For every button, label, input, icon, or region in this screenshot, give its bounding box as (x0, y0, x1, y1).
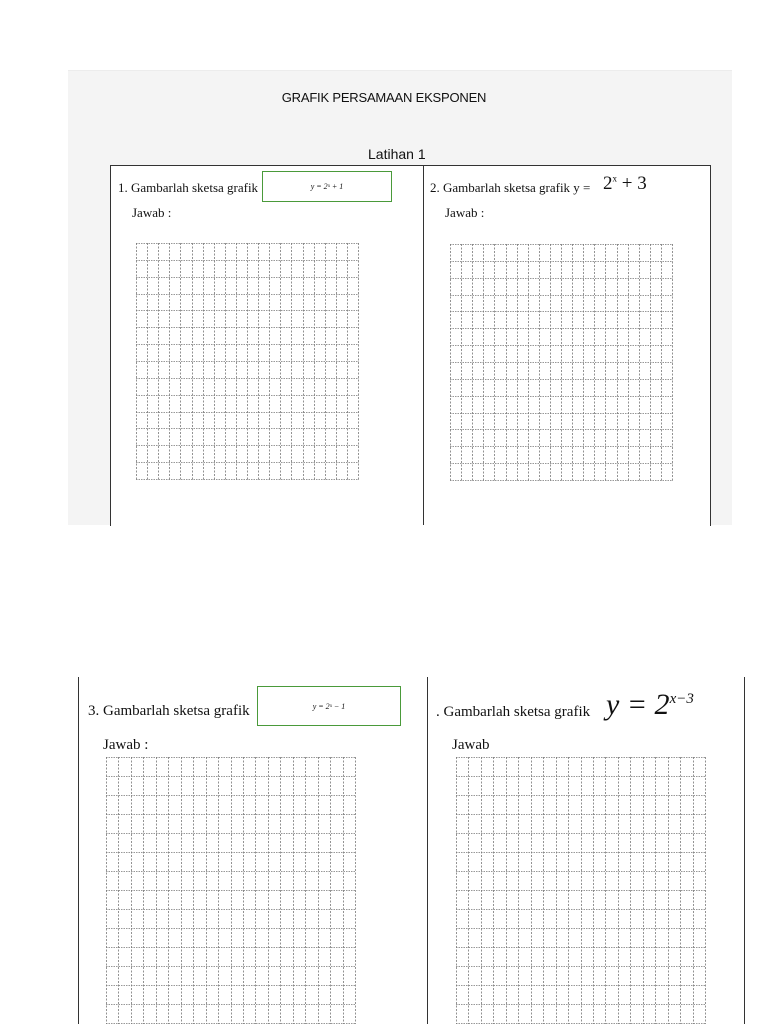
page-title: GRAFIK PERSAMAAN EKSPONEN (281, 90, 487, 105)
question-3-answer-label: Jawab : (103, 737, 149, 753)
question-4-exponent: x−3 (669, 691, 694, 707)
question-1-equation-box (262, 171, 392, 202)
column-divider-top (423, 165, 424, 525)
question-1-answer-grid (136, 243, 359, 480)
question-1-label: 1. Gambarlah sketsa grafik (118, 180, 259, 195)
question-2-answer-grid (450, 244, 673, 481)
question-3-equation: y = 2ˣ − 1 (312, 701, 346, 711)
question-1-answer-label: Jawab : (132, 205, 172, 220)
box-right-border (744, 677, 745, 1024)
question-1-equation: y = 2ˣ + 1 (310, 182, 344, 191)
exercise-subtitle: Latihan 1 (368, 146, 426, 162)
box-left-border (78, 677, 79, 1024)
question-2-answer-label: Jawab : (445, 205, 485, 220)
question-4-equation: $y = 2^{x-3}$ (606, 688, 694, 721)
question-2-label: 2. Gambarlah sketsa grafik y = (430, 180, 591, 195)
question-4-answer-label: Jawab (452, 737, 490, 753)
question-4-label: . Gambarlah sketsa grafik (436, 704, 591, 720)
question-3-equation-box (257, 686, 401, 726)
question-3-answer-grid (106, 757, 356, 1024)
question-2-exponent: x (612, 173, 617, 184)
question-2-equation: $2^x + 3$ (603, 173, 647, 194)
column-divider-bottom (427, 677, 428, 1024)
question-3-label: 3. Gambarlah sketsa grafik (88, 703, 250, 719)
question-4-answer-grid (456, 757, 706, 1024)
